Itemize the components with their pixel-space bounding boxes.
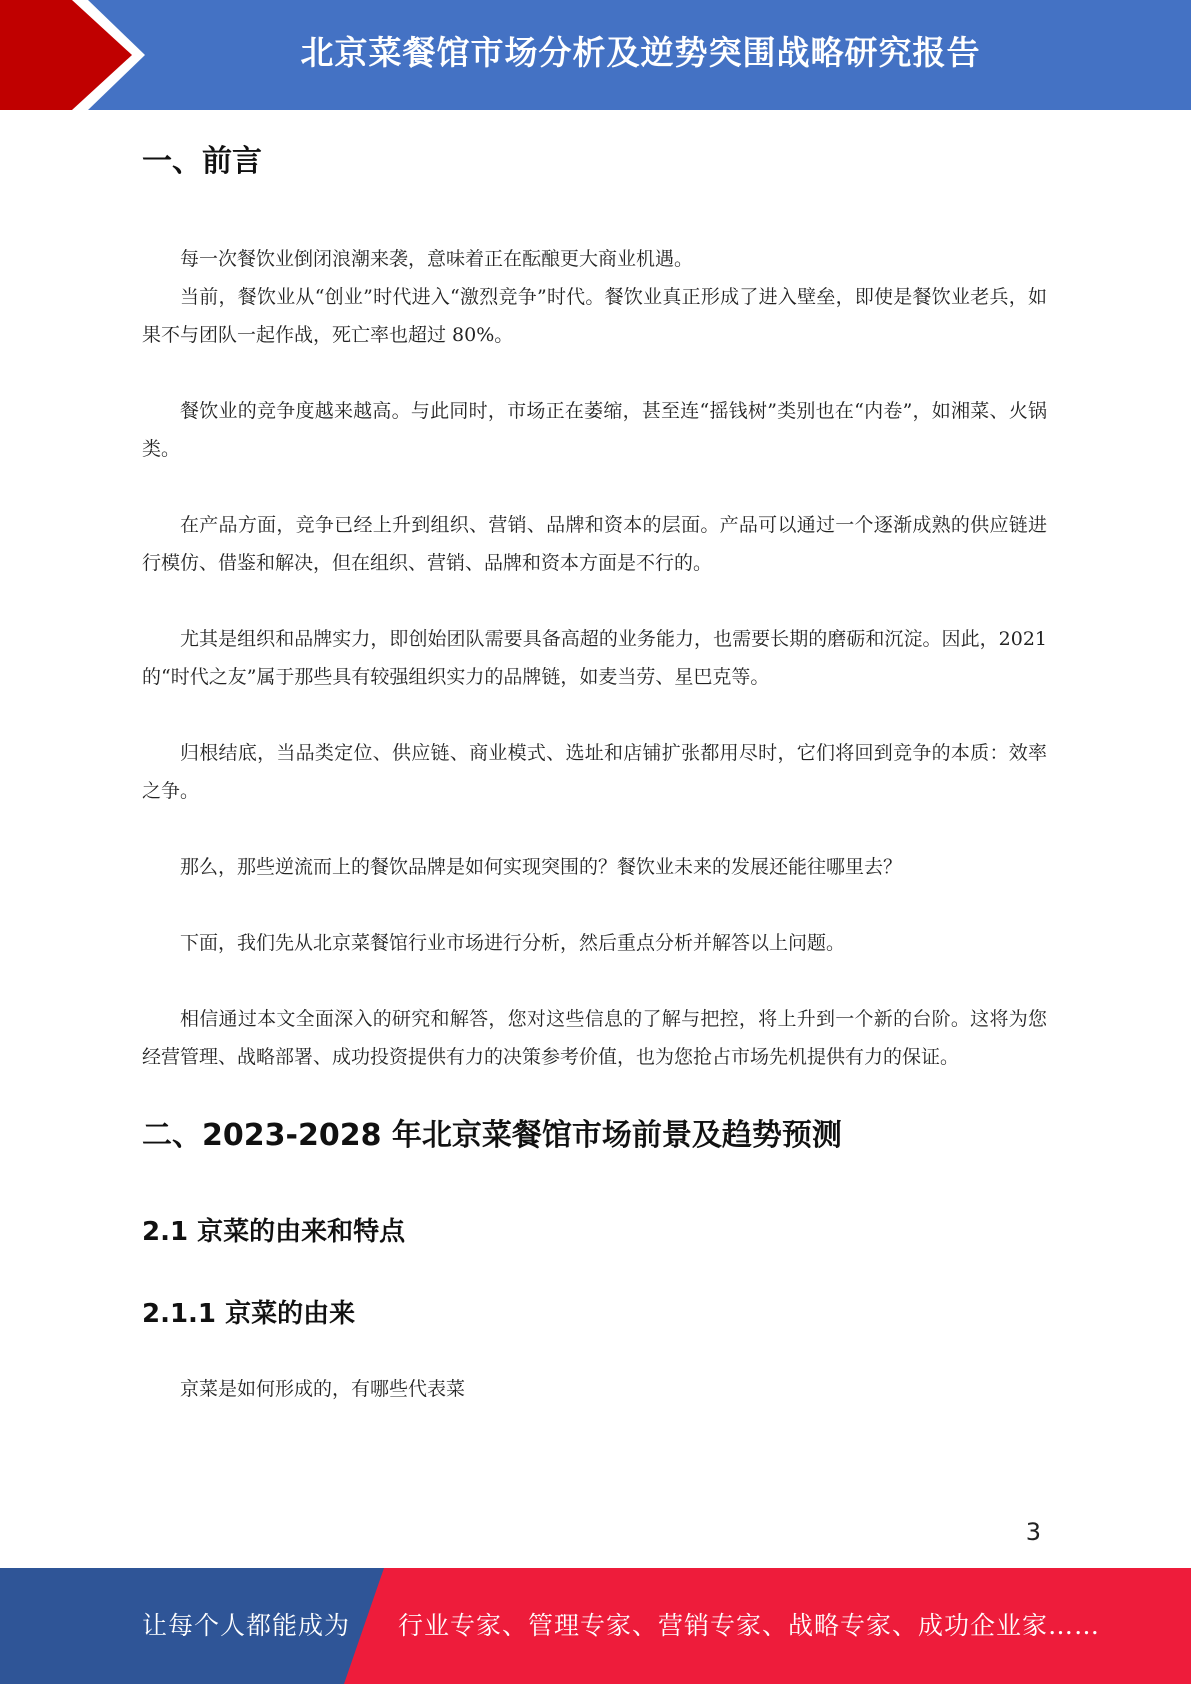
footer-banner: [0, 1568, 1191, 1684]
header-banner: [0, 0, 1191, 110]
page-number: 3: [1025, 1518, 1041, 1546]
paragraph: 餐饮业的竞争度越来越高。与此同时，市场正在萎缩，甚至连“摇钱树”类别也在“内卷”，如湘菜、火锅类。: [142, 400, 1047, 460]
preface-paragraphs: [142, 240, 1047, 1076]
section-heading-preface: 一、前言: [142, 144, 262, 179]
paragraph: 归根结底，当品类定位、供应链、商业模式、选址和店铺扩张都用尽时，它们将回到竞争的本质：效率之争。: [142, 742, 1047, 802]
paragraph: 下面，我们先从北京菜餐馆行业市场进行分析，然后重点分析并解答以上问题。: [180, 932, 846, 954]
paragraph: 京菜是如何形成的，有哪些代表菜: [180, 1378, 466, 1400]
footer-slogan-right: 行业专家、管理专家、营销专家、战略专家、成功企业家……: [398, 1611, 1101, 1640]
paragraph: 每一次餐饮业倒闭浪潮来袭，意味着正在酝酿更大商业机遇。: [180, 248, 694, 270]
footer-slogan-left: 让每个人都能成为: [142, 1611, 351, 1640]
paragraph: 当前，餐饮业从“创业”时代进入“激烈竞争”时代。餐饮业真正形成了进入壁垒，即使是餐饮业老兵，如果不与团队一起作战，死亡率也超过 80%。: [142, 286, 1047, 346]
paragraph: 尤其是组织和品牌实力，即创始团队需要具备高超的业务能力，也需要长期的磨砺和沉淀。因此，2021 的“时代之友”属于那些具有较强组织实力的品牌链，如麦当劳、星巴克等。: [142, 628, 1047, 688]
header-title: 北京菜餐馆市场分析及逆势突围战略研究报告: [300, 33, 981, 72]
paragraph: 相信通过本文全面深入的研究和解答，您对这些信息的了解与把控，将上升到一个新的台阶。这将为您经营管理、战略部署、成功投资提供有力的决策参考价值，也为您抢占市场先机提供有力的保证。: [142, 1008, 1047, 1068]
subsection-heading-2-1-1: 2.1.1 京菜的由来: [142, 1299, 356, 1329]
paragraph: 在产品方面，竞争已经上升到组织、营销、品牌和资本的层面。产品可以通过一个逐渐成熟的供应链进行模仿、借鉴和解决，但在组织、营销、品牌和资本方面是不行的。: [142, 514, 1047, 574]
document-body: [142, 110, 1047, 1408]
paragraph: 那么，那些逆流而上的餐饮品牌是如何实现突围的？餐饮业未来的发展还能往哪里去？: [180, 856, 903, 878]
section-heading-forecast: 二、2023-2028 年北京菜餐馆市场前景及趋势预测: [142, 1118, 842, 1153]
subsection-heading-2-1: 2.1 京菜的由来和特点: [142, 1217, 406, 1247]
header-arrow-decoration: [0, 0, 170, 110]
